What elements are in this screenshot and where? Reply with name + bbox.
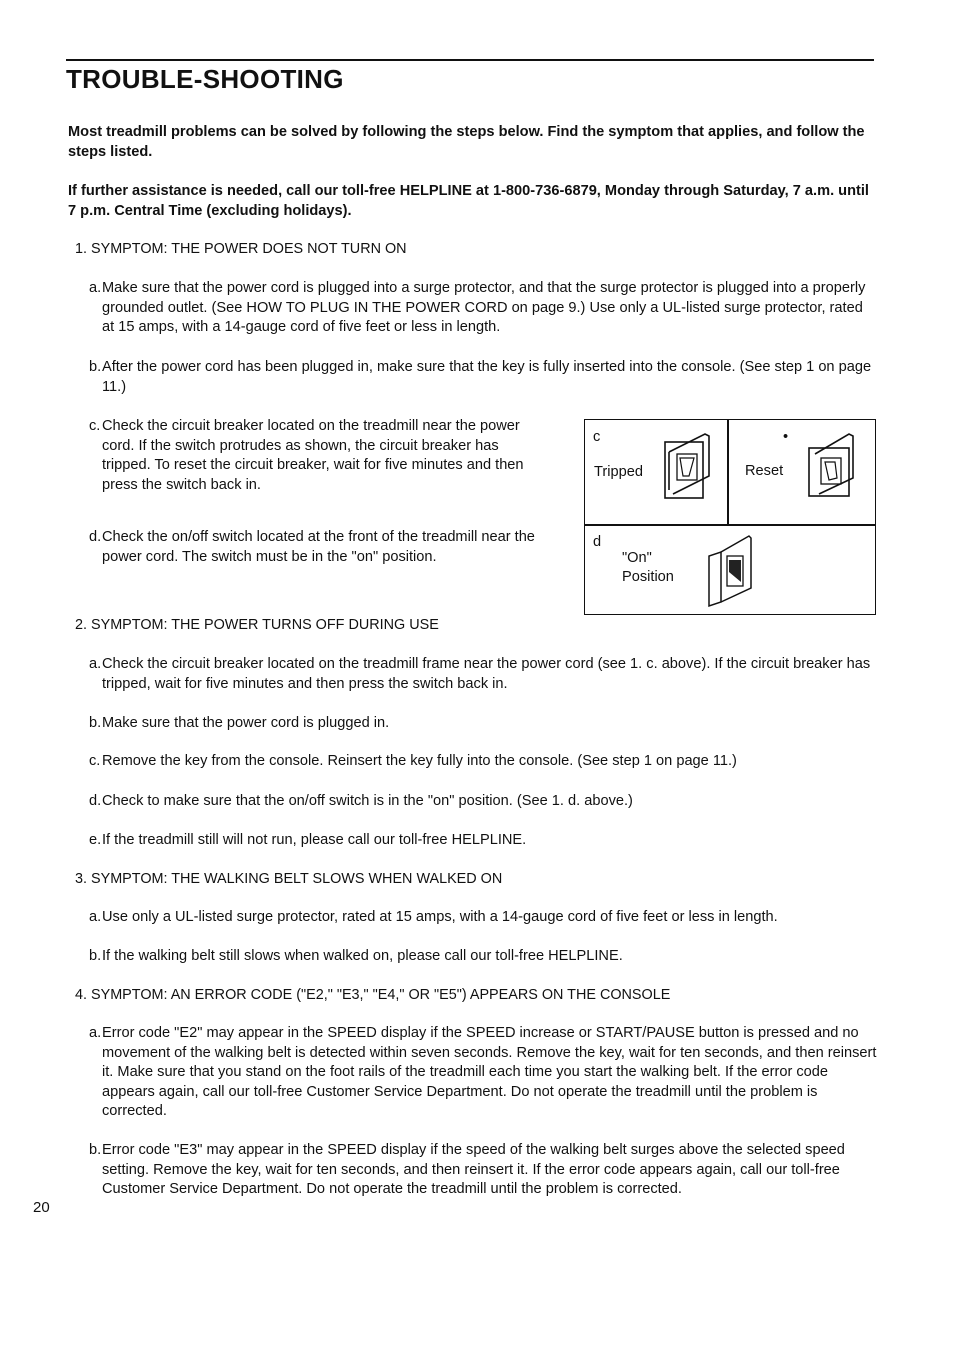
item-letter: c. bbox=[89, 418, 101, 434]
top-rule bbox=[66, 59, 874, 61]
switch-illustration bbox=[584, 419, 876, 615]
tripped-label: Tripped bbox=[594, 464, 643, 480]
list-item bbox=[89, 358, 875, 397]
figure-label-d: d bbox=[593, 534, 602, 550]
list-item bbox=[89, 655, 875, 694]
item-letter: b. bbox=[89, 948, 102, 964]
item-text: Check the circuit breaker located on the treadmill frame near the power cord (see 1. c. above). If the circuit breaker has tripped, wait for five minutes and then press the switch back in. bbox=[102, 656, 871, 692]
section-4-heading: 4. SYMPTOM: AN ERROR CODE ("E2," "E3," "E4," OR "E5") APPEARS ON THE CONSOLE bbox=[75, 987, 671, 1003]
item-letter: a. bbox=[89, 656, 102, 672]
item-text: Use only a UL-listed surge protector, rated at 15 amps, with a 14-gauge cord of five feet or less in length. bbox=[102, 909, 778, 925]
list-item bbox=[89, 528, 549, 567]
item-text: Check to make sure that the on/off switch is in the "on" position. (See 1. d. above.) bbox=[102, 793, 633, 809]
reset-label: Reset bbox=[745, 463, 784, 479]
figure-divider bbox=[727, 420, 729, 525]
item-text: If the walking belt still slows when walked on, please call our toll-free HELPLINE. bbox=[102, 948, 623, 964]
list-item bbox=[89, 752, 875, 772]
page-number: 20 bbox=[33, 1199, 50, 1216]
item-text: Make sure that the power cord is plugged into a surge protector, and that the surge protector is plugged into a properly grounded outlet. (See HOW TO PLUG IN THE POWER CORD on page 9.) Use only a UL-listed surge protector, rated at 15 amps, with a 14-gauge cord of five feet or less in length. bbox=[102, 280, 866, 335]
list-item bbox=[89, 714, 875, 734]
item-text: Make sure that the power cord is plugged in. bbox=[102, 715, 390, 731]
section-1-heading: 1. SYMPTOM: THE POWER DOES NOT TURN ON bbox=[75, 241, 407, 257]
item-text: Error code "E3" may appear in the SPEED display if the speed of the walking belt surges above the selected speed setting. Remove the key, wait for ten seconds, and then reinsert it. If the error code appears again, call our toll-free Customer Service Department. Do not operate the treadmill until the problem is corrected. bbox=[102, 1142, 845, 1197]
item-letter: b. bbox=[89, 359, 102, 375]
item-letter: b. bbox=[89, 1142, 102, 1158]
list-item bbox=[89, 947, 875, 967]
list-item bbox=[89, 279, 875, 338]
item-letter: b. bbox=[89, 715, 102, 731]
item-text: Check the on/off switch located at the front of the treadmill near the power cord. The switch must be in the "on" position. bbox=[102, 529, 535, 565]
item-text: Error code "E2" may appear in the SPEED display if the SPEED increase or START/PAUSE button is pressed and no movement of the walking belt is detected within seven seconds. Remove the key, wait for ten seconds, and then reinsert it. Make sure that you stand on the foot rails of the treadmill each time you start the walking belt. If the error code appears again, call our toll-free Customer Service Department. Do not operate the treadmill until the problem is corrected. bbox=[102, 1025, 877, 1119]
list-item bbox=[89, 1141, 875, 1200]
item-text: If the treadmill still will not run, please call our toll-free HELPLINE. bbox=[102, 832, 527, 848]
reset-breaker-icon bbox=[805, 428, 857, 502]
list-item bbox=[89, 831, 875, 851]
item-text: Check the circuit breaker located on the treadmill near the power cord. If the switch protrudes as shown, the circuit breaker has tripped. To reset the circuit breaker, wait for five minutes and then press the switch back in. bbox=[102, 418, 524, 493]
figure-label-c: c bbox=[593, 429, 601, 445]
figure-divider bbox=[585, 524, 875, 526]
section-2-heading: 2. SYMPTOM: THE POWER TURNS OFF DURING USE bbox=[75, 617, 439, 633]
list-item bbox=[89, 417, 539, 495]
section-3-heading: 3. SYMPTOM: THE WALKING BELT SLOWS WHEN WALKED ON bbox=[75, 871, 503, 887]
item-letter: a. bbox=[89, 1025, 102, 1041]
item-text: Remove the key from the console. Reinsert the key fully into the console. (See step 1 on page 11.) bbox=[102, 753, 737, 769]
item-letter: d. bbox=[89, 529, 102, 545]
list-item bbox=[89, 792, 875, 812]
item-letter: a. bbox=[89, 280, 102, 296]
item-letter: e. bbox=[89, 832, 102, 848]
list-item bbox=[89, 908, 875, 928]
on-label: "On" bbox=[622, 550, 652, 566]
dot-marker: • bbox=[783, 429, 789, 445]
helpline-paragraph: If further assistance is needed, call our toll-free HELPLINE at 1-800-736-6879, Monday through Saturday, 7 a.m. until 7 p.m. Central Time (excluding holidays). bbox=[68, 183, 869, 219]
item-letter: d. bbox=[89, 793, 102, 809]
page-title: TROUBLE-SHOOTING bbox=[66, 64, 344, 94]
item-text: After the power cord has been plugged in, make sure that the key is fully inserted into the console. (See step 1 on page 11.) bbox=[102, 359, 872, 395]
intro-paragraph: Most treadmill problems can be solved by following the steps below. Find the symptom that applies, and follow the steps listed. bbox=[68, 124, 865, 160]
tripped-breaker-icon bbox=[661, 428, 713, 502]
item-letter: c. bbox=[89, 753, 101, 769]
position-label: Position bbox=[622, 569, 674, 585]
on-off-switch-icon bbox=[705, 532, 753, 608]
item-letter: a. bbox=[89, 909, 102, 925]
list-item bbox=[89, 1024, 879, 1122]
